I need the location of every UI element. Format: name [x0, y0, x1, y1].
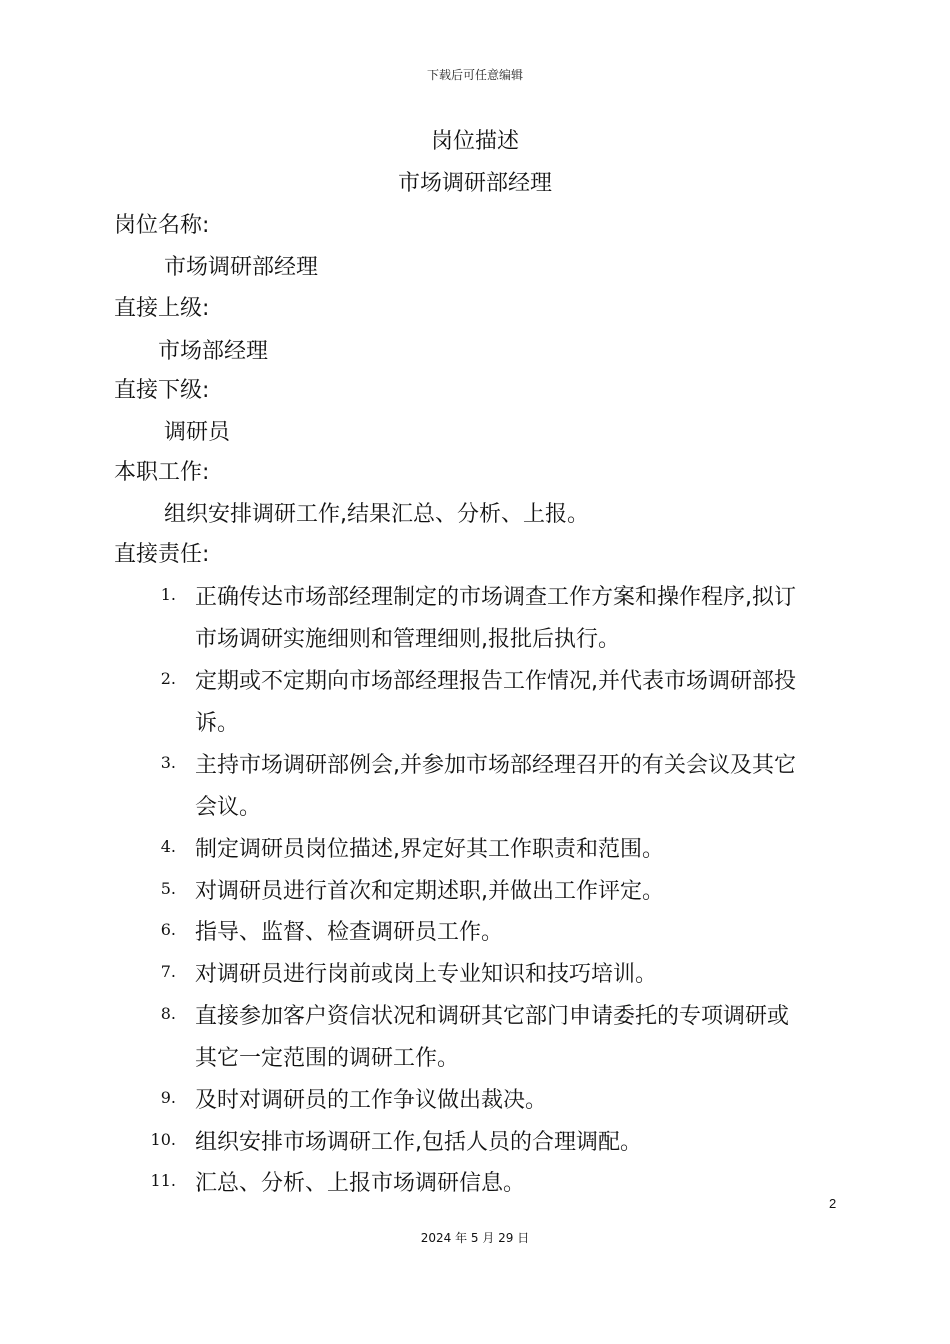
duty-line: 指导、监督、检查调研员工作。	[195, 920, 504, 945]
duty-line: 主持市场调研部例会,并参加市场部经理召开的有关会议及其它	[195, 753, 796, 778]
duty-line: 正确传达市场部经理制定的市场调查工作方案和操作程序,拟订	[195, 585, 796, 610]
duty-number: 10.	[150, 1130, 176, 1149]
duty-number: 5.	[160, 879, 176, 898]
field-label-main-work: 本职工作:	[114, 460, 210, 485]
duty-line: 直接参加客户资信状况和调研其它部门申请委托的专项调研或	[195, 1004, 790, 1029]
duties-label: 直接责任:	[114, 542, 210, 567]
document-subtitle: 市场调研部经理	[397, 171, 552, 196]
duty-line: 诉。	[195, 711, 240, 736]
duty-line: 会议。	[195, 795, 262, 820]
duty-line: 及时对调研员的工作争议做出裁决。	[195, 1088, 548, 1113]
duty-number: 2.	[160, 669, 176, 688]
field-value-position-name: 市场调研部经理	[164, 255, 319, 280]
duty-line: 市场调研实施细则和管理细则,报批后执行。	[195, 627, 620, 652]
duty-line: 定期或不定期向市场部经理报告工作情况,并代表市场调研部投	[195, 669, 796, 694]
duty-line: 汇总、分析、上报市场调研信息。	[195, 1171, 526, 1196]
field-value-subordinate: 调研员	[164, 420, 231, 445]
duty-number: 3.	[160, 753, 176, 772]
page-number: 2	[829, 1196, 837, 1211]
document-title: 岗位描述	[430, 129, 519, 154]
duty-line: 组织安排市场调研工作,包括人员的合理调配。	[195, 1130, 642, 1155]
duty-number: 8.	[160, 1004, 176, 1023]
duty-line: 其它一定范围的调研工作。	[195, 1046, 460, 1071]
field-label-subordinate: 直接下级:	[114, 378, 210, 403]
duty-number: 4.	[160, 837, 176, 856]
header-note: 下载后可任意编辑	[426, 68, 523, 82]
duty-number: 1.	[160, 585, 176, 604]
duty-line: 制定调研员岗位描述,界定好其工作职责和范围。	[195, 837, 664, 862]
duty-number: 11.	[150, 1171, 176, 1190]
field-label-position-name: 岗位名称:	[114, 213, 210, 238]
field-value-main-work: 组织安排调研工作,结果汇总、分析、上报。	[164, 502, 589, 527]
duty-line: 对调研员进行岗前或岗上专业知识和技巧培训。	[195, 962, 658, 987]
duty-number: 9.	[160, 1088, 176, 1107]
footer-date: 2024 年 5 月 29 日	[420, 1231, 530, 1245]
field-value-superior: 市场部经理	[158, 339, 269, 364]
duty-line: 对调研员进行首次和定期述职,并做出工作评定。	[195, 879, 664, 904]
duty-number: 7.	[160, 962, 176, 981]
duty-number: 6.	[160, 920, 176, 939]
field-label-superior: 直接上级:	[114, 296, 210, 321]
